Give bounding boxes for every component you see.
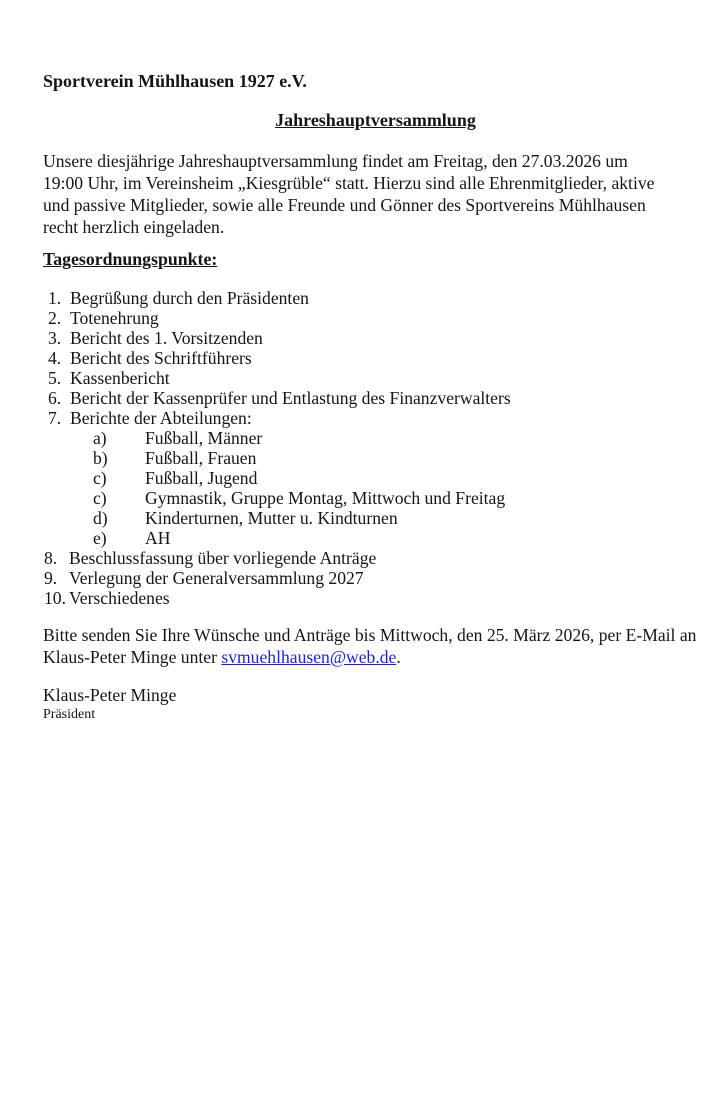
intro-line: 19:00 Uhr, im Vereinsheim „Kiesgrüble“ statt. Hierzu sind alle Ehrenmitglieder, aktive bbox=[43, 173, 655, 193]
agenda-item-text: Verschiedenes bbox=[69, 588, 170, 608]
agenda-sub-item-text: Fußball, Jugend bbox=[145, 468, 258, 488]
agenda-sub-item-text: AH bbox=[145, 528, 171, 548]
signature-name: Klaus-Peter Minge bbox=[43, 685, 177, 705]
agenda-item-number: 10. bbox=[44, 588, 66, 608]
document-title-text: Jahreshauptversammlung bbox=[275, 110, 476, 130]
club-name: Sportverein Mühlhausen 1927 e.V. bbox=[43, 71, 307, 91]
agenda-item-number: 9. bbox=[44, 568, 58, 588]
agenda-item bbox=[43, 288, 688, 308]
agenda-sub-item bbox=[43, 448, 688, 468]
intro-paragraph bbox=[43, 150, 688, 238]
agenda-item bbox=[43, 348, 688, 368]
agenda-sub-item bbox=[43, 428, 688, 448]
agenda-sub-item-text: Gymnastik, Gruppe Montag, Mittwoch und Freitag bbox=[145, 488, 506, 508]
agenda-list bbox=[43, 288, 688, 608]
document-page bbox=[0, 70, 724, 1094]
agenda-item-number: 3. bbox=[48, 328, 62, 348]
agenda-item bbox=[43, 548, 688, 568]
agenda-sub-item-text: Fußball, Männer bbox=[145, 428, 263, 448]
agenda-item-number: 7. bbox=[48, 408, 62, 428]
agenda-sub-item-marker: a) bbox=[93, 428, 107, 448]
agenda-sub-item-marker: b) bbox=[93, 448, 108, 468]
agenda-item bbox=[43, 308, 688, 328]
agenda-item-number: 6. bbox=[48, 388, 62, 408]
closing-line bbox=[43, 646, 688, 668]
agenda-item-text: Bericht des 1. Vorsitzenden bbox=[70, 328, 263, 348]
agenda-item-text: Beschlussfassung über vorliegende Anträge bbox=[69, 548, 377, 568]
agenda-sub-item-marker: c) bbox=[93, 468, 107, 488]
agenda-item-text: Verlegung der Generalversammlung 2027 bbox=[69, 568, 364, 588]
document-content bbox=[0, 70, 724, 723]
closing-line-suffix: . bbox=[396, 647, 401, 667]
agenda-item-text: Bericht der Kassenprüfer und Entlastung des Finanzverwalters bbox=[70, 388, 511, 408]
agenda-sub-item-marker: d) bbox=[93, 508, 108, 528]
agenda-item bbox=[43, 568, 688, 588]
agenda-item-number: 2. bbox=[48, 308, 62, 328]
agenda-item-text: Bericht des Schriftführers bbox=[70, 348, 252, 368]
agenda-item-number: 8. bbox=[44, 548, 58, 568]
agenda-item-number: 4. bbox=[48, 348, 62, 368]
intro-line: recht herzlich eingeladen. bbox=[43, 217, 225, 237]
agenda-item-text: Totenehrung bbox=[70, 308, 159, 328]
agenda-item bbox=[43, 588, 688, 608]
agenda-item-number: 1. bbox=[48, 288, 62, 308]
agenda-item bbox=[43, 328, 688, 348]
intro-line: und passive Mitglieder, sowie alle Freunde und Gönner des Sportvereins Mühlhausen bbox=[43, 195, 646, 215]
email-link[interactable]: svmuehlhausen@web.de bbox=[221, 647, 397, 667]
agenda-item-text: Berichte der Abteilungen: bbox=[70, 408, 252, 428]
closing-paragraph bbox=[43, 624, 697, 668]
agenda-sub-item bbox=[43, 528, 688, 548]
agenda-sub-item-text: Kinderturnen, Mutter u. Kindturnen bbox=[145, 508, 398, 528]
agenda-item-number: 5. bbox=[48, 368, 62, 388]
signature-role: Präsident bbox=[43, 707, 96, 722]
agenda-heading-text: Tagesordnungspunkte: bbox=[43, 249, 218, 269]
intro-line: Unsere diesjährige Jahreshauptversammlung findet am Freitag, den 27.03.2026 um bbox=[43, 151, 628, 171]
agenda-sub-item-marker: e) bbox=[93, 528, 107, 548]
closing-line: Bitte senden Sie Ihre Wünsche und Anträge bis Mittwoch, den 25. März 2026, per E-Mail an bbox=[43, 625, 697, 645]
document-title bbox=[43, 109, 688, 131]
agenda-sub-item bbox=[43, 488, 688, 508]
closing-line-prefix: Klaus-Peter Minge unter bbox=[43, 647, 222, 667]
agenda-sub-item bbox=[43, 468, 688, 488]
agenda-item-text: Begrüßung durch den Präsidenten bbox=[70, 288, 309, 308]
agenda-item bbox=[43, 388, 688, 408]
agenda-sub-item-marker: c) bbox=[93, 488, 107, 508]
agenda-item-text: Kassenbericht bbox=[70, 368, 170, 388]
agenda-sub-item bbox=[43, 508, 688, 528]
agenda-item bbox=[43, 408, 688, 428]
agenda-heading bbox=[43, 248, 688, 270]
agenda-sub-item-text: Fußball, Frauen bbox=[145, 448, 257, 468]
agenda-item bbox=[43, 368, 688, 388]
